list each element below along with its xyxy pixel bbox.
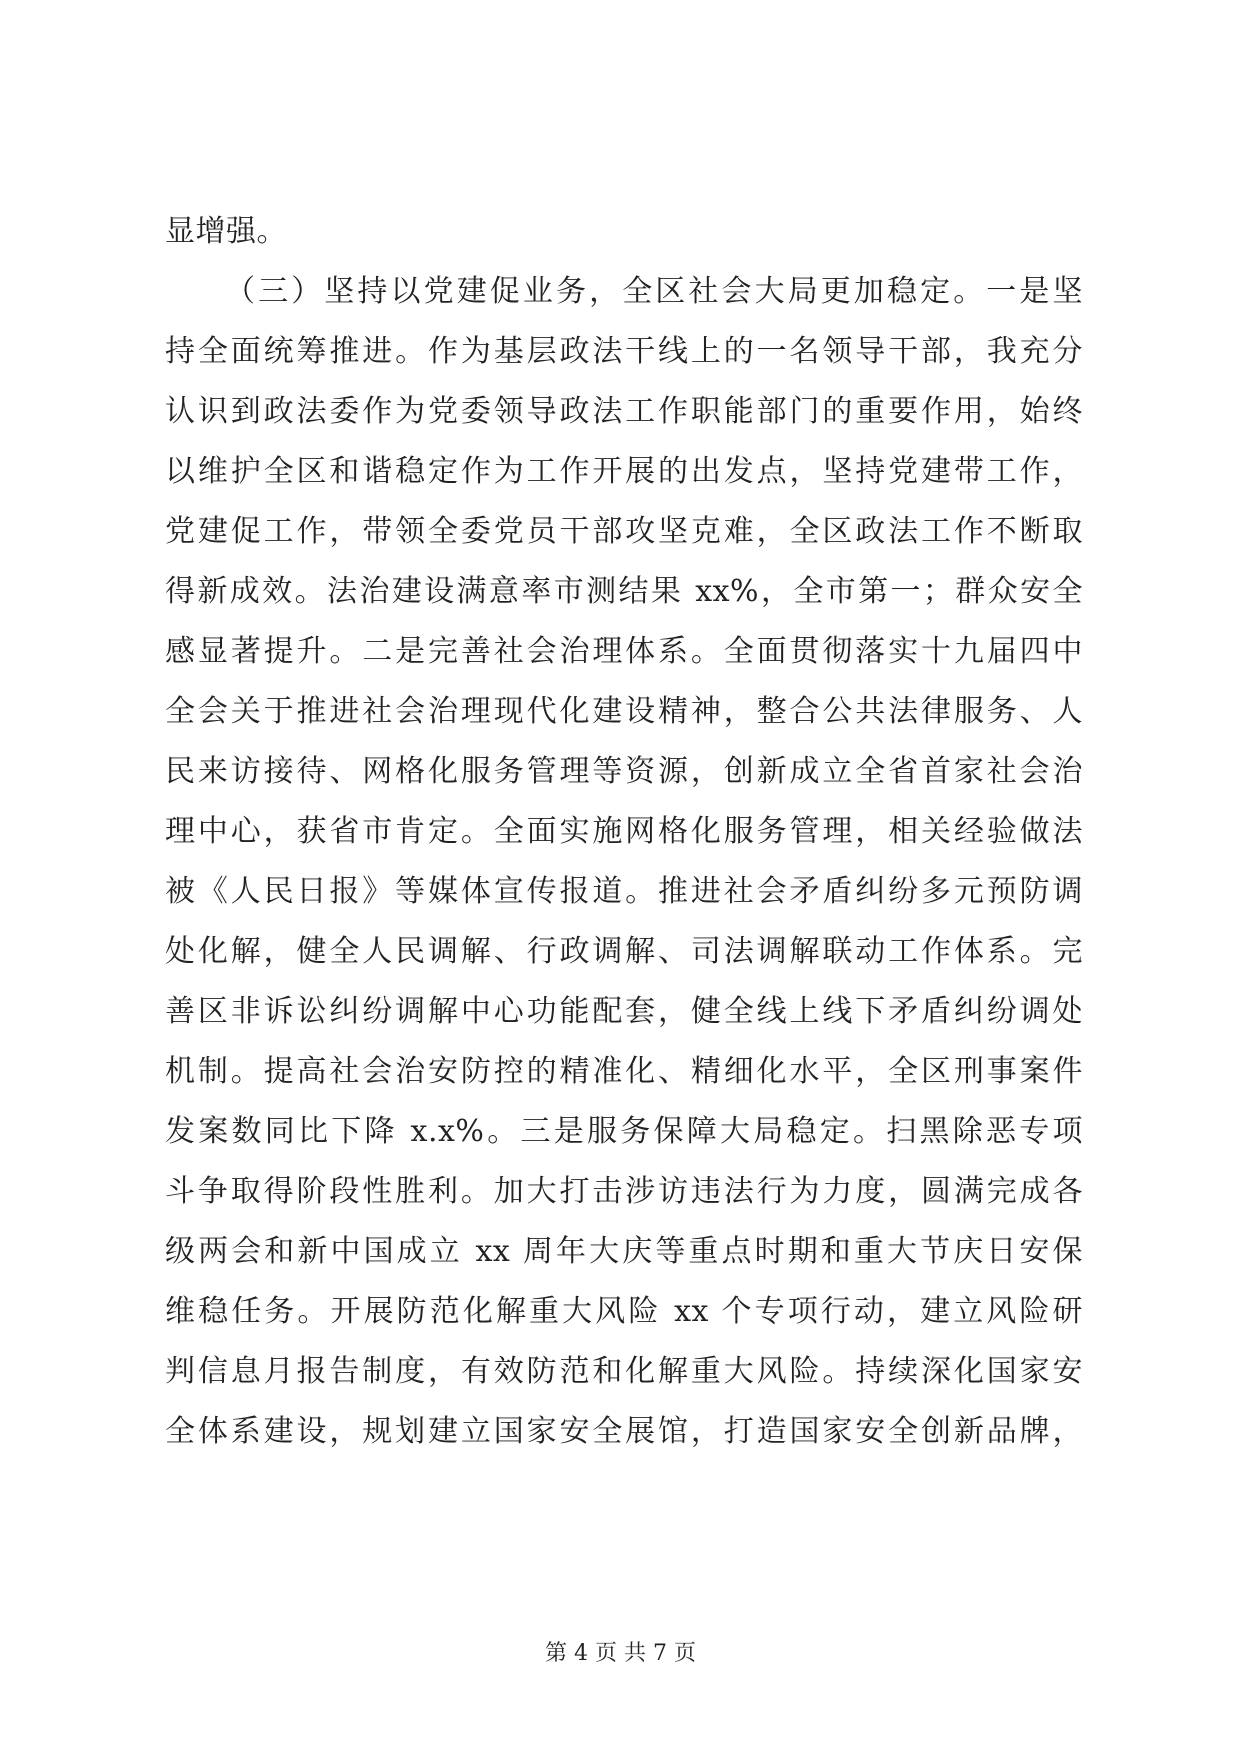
body-line: 全体系建设，规划建立国家安全展馆，打造国家安全创新品牌，: [165, 1414, 1083, 1449]
body-line: 级两会和新中国成立 xx 周年大庆等重点时期和重大节庆日安保: [165, 1234, 1083, 1269]
body-line: 处化解，健全人民调解、行政调解、司法调解联动工作体系。完: [165, 934, 1083, 969]
body-line: 得新成效。法治建设满意率市测结果 xx%，全市第一；群众安全: [165, 574, 1083, 609]
body-line: 感显著提升。二是完善社会治理体系。全面贯彻落实十九届四中: [165, 634, 1083, 669]
body-line: 被《人民日报》等媒体宣传报道。推进社会矛盾纠纷多元预防调: [165, 874, 1083, 909]
body-line: 以维护全区和谐稳定作为工作开展的出发点，坚持党建带工作，: [165, 454, 1083, 489]
section-heading-line: （三）坚持以党建促业务，全区社会大局更加稳定。一是坚: [225, 274, 1083, 309]
body-line: 维稳任务。开展防范化解重大风险 xx 个专项行动，建立风险研: [165, 1294, 1083, 1329]
body-line: 民来访接待、网格化服务管理等资源，创新成立全省首家社会治: [165, 754, 1083, 789]
body-line: 判信息月报告制度，有效防范和化解重大风险。持续深化国家安: [165, 1354, 1083, 1389]
body-line: 党建促工作，带领全委党员干部攻坚克难，全区政法工作不断取: [165, 514, 1083, 549]
body-line: 认识到政法委作为党委领导政法工作职能部门的重要作用，始终: [165, 394, 1083, 429]
body-line: 机制。提高社会治安防控的精准化、精细化水平，全区刑事案件: [165, 1054, 1083, 1089]
body-line: 理中心，获省市肯定。全面实施网格化服务管理，相关经验做法: [165, 814, 1083, 849]
body-line: 斗争取得阶段性胜利。加大打击涉访违法行为力度，圆满完成各: [165, 1174, 1083, 1209]
body-line: 持全面统筹推进。作为基层政法干线上的一名领导干部，我充分: [165, 334, 1083, 369]
body-line: 全会关于推进社会治理现代化建设精神，整合公共法律服务、人: [165, 694, 1083, 729]
body-line: 发案数同比下降 x.x%。三是服务保障大局稳定。扫黑除恶专项: [165, 1114, 1083, 1149]
page-number-footer: 第 4 页 共 7 页: [545, 1641, 696, 1666]
body-line: 显增强。: [165, 214, 287, 249]
body-line: 善区非诉讼纠纷调解中心功能配套，健全线上线下矛盾纠纷调处: [165, 994, 1083, 1029]
